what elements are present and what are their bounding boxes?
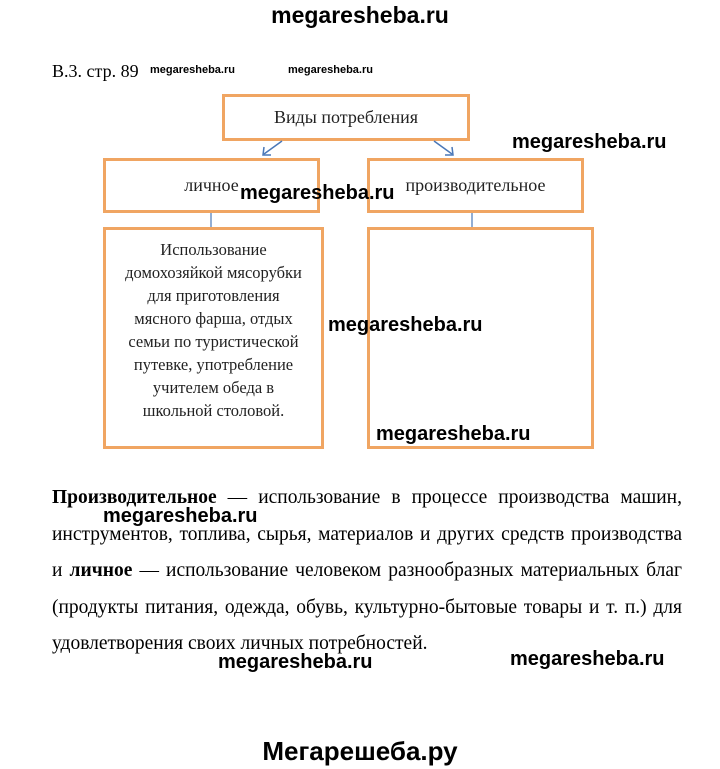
term-productive: Производительное [52,487,217,508]
body-line: Использование [160,240,267,259]
paragraph-part1: — использование в процессе производства машин, инструментов, топлива, сырья, материалов и других средств производства и [52,487,682,581]
arrow-left [264,141,282,154]
body-line: школьной столовой. [142,401,285,420]
page-reference: В.3. стр. 89 [52,61,139,81]
diagram-right-body-box [367,227,594,449]
diagram-left-body-box [103,227,324,449]
body-line: путевке, употребление [133,355,294,374]
watermark: megaresheba.ru [510,648,665,670]
diagram-root-label: Виды потребления [273,107,419,127]
body-line: мясного фарша, отдых [134,309,293,328]
body-line: для приготовления [147,286,280,305]
site-header: megaresheba.ru [271,2,449,28]
diagram-right-box [367,158,584,213]
watermark-small: megaresheba.ru [150,64,235,76]
term-personal: личное [69,560,133,581]
paragraph-part2: — использование человеком разнообразных материальных благ (продукты питания, одежда, обувь, культурно-бытовые товары и т. п.) для удовлетворения своих личных потребностей. [52,560,682,654]
watermark: megaresheba.ru [218,651,373,673]
body-line: домохозяйкой мясорубки [125,263,302,282]
diagram-left-label: личное [184,175,239,195]
watermark: megaresheba.ru [376,423,531,445]
diagram-left-body-text [125,238,302,422]
arrow-right [434,141,452,154]
watermark: megaresheba.ru [240,182,395,204]
watermark: megaresheba.ru [103,505,258,527]
watermark-small: megaresheba.ru [288,64,373,76]
site-footer: Мегарешеба.ру [262,736,458,766]
body-line: учителем обеда в [152,378,275,397]
diagram-right-label: производительное [405,175,546,195]
body-line: семьи по туристической [128,332,299,351]
watermark: megaresheba.ru [512,131,667,153]
watermark: megaresheba.ru [328,314,483,336]
